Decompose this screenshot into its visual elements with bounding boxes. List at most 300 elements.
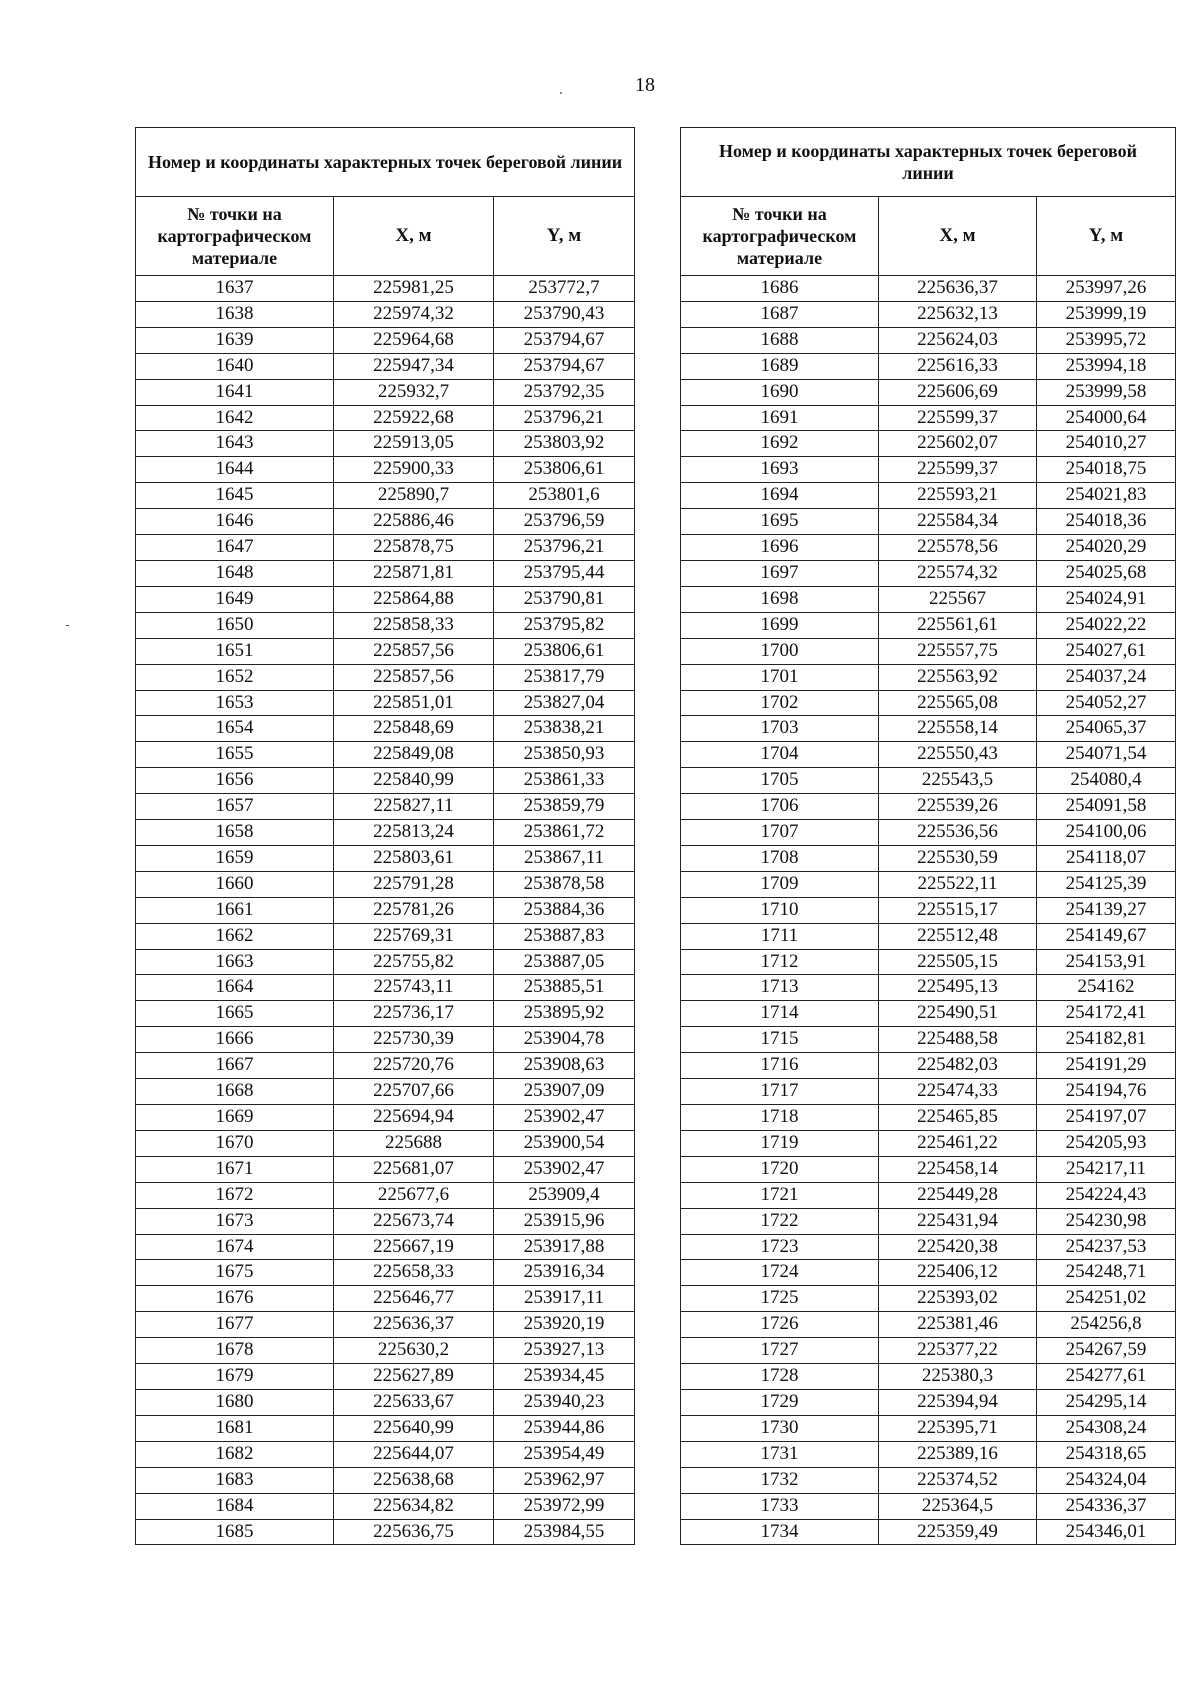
x-coordinate-cell: 225558,14 bbox=[879, 716, 1037, 742]
y-coordinate-cell: 254336,37 bbox=[1037, 1493, 1176, 1519]
table-row bbox=[136, 1493, 635, 1519]
y-coordinate-cell: 254230,98 bbox=[1037, 1208, 1176, 1234]
y-coordinate-cell: 254071,54 bbox=[1037, 742, 1176, 768]
point-number-cell: 1640 bbox=[136, 353, 334, 379]
y-coordinate-cell: 253927,13 bbox=[494, 1338, 635, 1364]
table-row bbox=[136, 664, 635, 690]
point-number-cell: 1695 bbox=[681, 509, 879, 535]
table-row bbox=[681, 1519, 1176, 1545]
table-row bbox=[681, 923, 1176, 949]
y-coordinate-cell: 254256,8 bbox=[1037, 1312, 1176, 1338]
coordinates-table-right bbox=[680, 127, 1176, 1545]
table-row bbox=[681, 1389, 1176, 1415]
table-row bbox=[136, 1208, 635, 1234]
point-number-cell: 1673 bbox=[136, 1208, 334, 1234]
x-coordinate-cell: 225932,7 bbox=[334, 379, 494, 405]
point-number-cell: 1701 bbox=[681, 664, 879, 690]
x-coordinate-cell: 225636,37 bbox=[879, 276, 1037, 302]
table-row bbox=[681, 586, 1176, 612]
y-coordinate-cell: 253900,54 bbox=[494, 1130, 635, 1156]
point-number-cell: 1649 bbox=[136, 586, 334, 612]
table-row bbox=[136, 431, 635, 457]
x-coordinate-cell: 225681,07 bbox=[334, 1156, 494, 1182]
y-coordinate-cell: 253796,59 bbox=[494, 509, 635, 535]
x-coordinate-cell: 225677,6 bbox=[334, 1182, 494, 1208]
x-coordinate-cell: 225638,68 bbox=[334, 1467, 494, 1493]
table-row bbox=[681, 871, 1176, 897]
x-coordinate-cell: 225864,88 bbox=[334, 586, 494, 612]
table-row bbox=[681, 535, 1176, 561]
table-row bbox=[681, 820, 1176, 846]
point-number-cell: 1647 bbox=[136, 535, 334, 561]
point-number-cell: 1675 bbox=[136, 1260, 334, 1286]
y-coordinate-cell: 253817,79 bbox=[494, 664, 635, 690]
x-coordinate-cell: 225849,08 bbox=[334, 742, 494, 768]
point-number-cell: 1711 bbox=[681, 923, 879, 949]
point-number-cell: 1715 bbox=[681, 1027, 879, 1053]
point-number-cell: 1731 bbox=[681, 1441, 879, 1467]
table-caption: Номер и координаты характерных точек береговой линии bbox=[136, 128, 635, 197]
table-body bbox=[136, 276, 635, 1545]
y-coordinate-cell: 253861,72 bbox=[494, 820, 635, 846]
y-coordinate-cell: 254162 bbox=[1037, 975, 1176, 1001]
x-coordinate-cell: 225630,2 bbox=[334, 1338, 494, 1364]
point-number-cell: 1679 bbox=[136, 1364, 334, 1390]
y-coordinate-cell: 254052,27 bbox=[1037, 690, 1176, 716]
y-coordinate-cell: 254251,02 bbox=[1037, 1286, 1176, 1312]
table-row bbox=[681, 1182, 1176, 1208]
y-coordinate-cell: 253885,51 bbox=[494, 975, 635, 1001]
y-coordinate-cell: 253972,99 bbox=[494, 1493, 635, 1519]
table-row bbox=[136, 405, 635, 431]
column-header-x: X, м bbox=[879, 197, 1037, 276]
point-number-cell: 1721 bbox=[681, 1182, 879, 1208]
y-coordinate-cell: 253944,86 bbox=[494, 1415, 635, 1441]
point-number-cell: 1678 bbox=[136, 1338, 334, 1364]
y-coordinate-cell: 253884,36 bbox=[494, 897, 635, 923]
column-header-y: Y, м bbox=[1037, 197, 1176, 276]
point-number-cell: 1698 bbox=[681, 586, 879, 612]
x-coordinate-cell: 225389,16 bbox=[879, 1441, 1037, 1467]
table-row bbox=[681, 1260, 1176, 1286]
point-number-cell: 1732 bbox=[681, 1467, 879, 1493]
table-row bbox=[136, 871, 635, 897]
x-coordinate-cell: 225974,32 bbox=[334, 301, 494, 327]
y-coordinate-cell: 253772,7 bbox=[494, 276, 635, 302]
y-coordinate-cell: 254022,22 bbox=[1037, 612, 1176, 638]
point-number-cell: 1653 bbox=[136, 690, 334, 716]
point-number-cell: 1654 bbox=[136, 716, 334, 742]
y-coordinate-cell: 254010,27 bbox=[1037, 431, 1176, 457]
y-coordinate-cell: 254205,93 bbox=[1037, 1130, 1176, 1156]
table-row bbox=[681, 975, 1176, 1001]
y-coordinate-cell: 253934,45 bbox=[494, 1364, 635, 1390]
y-coordinate-cell: 253795,82 bbox=[494, 612, 635, 638]
y-coordinate-cell: 254000,64 bbox=[1037, 405, 1176, 431]
y-coordinate-cell: 253940,23 bbox=[494, 1389, 635, 1415]
y-coordinate-cell: 253908,63 bbox=[494, 1053, 635, 1079]
x-coordinate-cell: 225688 bbox=[334, 1130, 494, 1156]
point-number-cell: 1661 bbox=[136, 897, 334, 923]
point-number-cell: 1702 bbox=[681, 690, 879, 716]
y-coordinate-cell: 253801,6 bbox=[494, 483, 635, 509]
x-coordinate-cell: 225458,14 bbox=[879, 1156, 1037, 1182]
table-row bbox=[681, 379, 1176, 405]
point-number-cell: 1637 bbox=[136, 276, 334, 302]
table-row bbox=[136, 742, 635, 768]
x-coordinate-cell: 225851,01 bbox=[334, 690, 494, 716]
table-row bbox=[136, 1182, 635, 1208]
x-coordinate-cell: 225827,11 bbox=[334, 794, 494, 820]
point-number-cell: 1667 bbox=[136, 1053, 334, 1079]
table-row bbox=[681, 612, 1176, 638]
point-number-cell: 1652 bbox=[136, 664, 334, 690]
table-row bbox=[136, 1079, 635, 1105]
table-row bbox=[681, 1338, 1176, 1364]
table-row bbox=[136, 1364, 635, 1390]
point-number-cell: 1725 bbox=[681, 1286, 879, 1312]
y-coordinate-cell: 253999,19 bbox=[1037, 301, 1176, 327]
table-row bbox=[136, 690, 635, 716]
x-coordinate-cell: 225886,46 bbox=[334, 509, 494, 535]
point-number-cell: 1676 bbox=[136, 1286, 334, 1312]
table-row bbox=[681, 509, 1176, 535]
table-row bbox=[681, 897, 1176, 923]
table-row bbox=[136, 483, 635, 509]
y-coordinate-cell: 253827,04 bbox=[494, 690, 635, 716]
table-row bbox=[681, 1079, 1176, 1105]
y-coordinate-cell: 254318,65 bbox=[1037, 1441, 1176, 1467]
y-coordinate-cell: 253861,33 bbox=[494, 768, 635, 794]
point-number-cell: 1671 bbox=[136, 1156, 334, 1182]
table-row bbox=[136, 1234, 635, 1260]
y-coordinate-cell: 253904,78 bbox=[494, 1027, 635, 1053]
x-coordinate-cell: 225584,34 bbox=[879, 509, 1037, 535]
y-coordinate-cell: 254191,29 bbox=[1037, 1053, 1176, 1079]
point-number-cell: 1733 bbox=[681, 1493, 879, 1519]
table-row bbox=[681, 1467, 1176, 1493]
x-coordinate-cell: 225364,5 bbox=[879, 1493, 1037, 1519]
y-coordinate-cell: 254224,43 bbox=[1037, 1182, 1176, 1208]
table-row bbox=[136, 1415, 635, 1441]
y-coordinate-cell: 253984,55 bbox=[494, 1519, 635, 1545]
x-coordinate-cell: 225377,22 bbox=[879, 1338, 1037, 1364]
x-coordinate-cell: 225461,22 bbox=[879, 1130, 1037, 1156]
x-coordinate-cell: 225624,03 bbox=[879, 327, 1037, 353]
y-coordinate-cell: 254037,24 bbox=[1037, 664, 1176, 690]
table-row bbox=[136, 353, 635, 379]
y-coordinate-cell: 253792,35 bbox=[494, 379, 635, 405]
x-coordinate-cell: 225515,17 bbox=[879, 897, 1037, 923]
table-row bbox=[681, 353, 1176, 379]
table-row bbox=[136, 1467, 635, 1493]
table-row bbox=[136, 975, 635, 1001]
y-coordinate-cell: 254182,81 bbox=[1037, 1027, 1176, 1053]
table-row bbox=[136, 1312, 635, 1338]
point-number-cell: 1694 bbox=[681, 483, 879, 509]
point-number-cell: 1688 bbox=[681, 327, 879, 353]
point-number-cell: 1646 bbox=[136, 509, 334, 535]
y-coordinate-cell: 254237,53 bbox=[1037, 1234, 1176, 1260]
point-number-cell: 1683 bbox=[136, 1467, 334, 1493]
x-coordinate-cell: 225574,32 bbox=[879, 560, 1037, 586]
point-number-cell: 1690 bbox=[681, 379, 879, 405]
x-coordinate-cell: 225512,48 bbox=[879, 923, 1037, 949]
x-coordinate-cell: 225913,05 bbox=[334, 431, 494, 457]
x-coordinate-cell: 225593,21 bbox=[879, 483, 1037, 509]
x-coordinate-cell: 225694,94 bbox=[334, 1105, 494, 1131]
x-coordinate-cell: 225730,39 bbox=[334, 1027, 494, 1053]
x-coordinate-cell: 225495,13 bbox=[879, 975, 1037, 1001]
y-coordinate-cell: 253794,67 bbox=[494, 327, 635, 353]
x-coordinate-cell: 225858,33 bbox=[334, 612, 494, 638]
y-coordinate-cell: 253790,81 bbox=[494, 586, 635, 612]
x-coordinate-cell: 225871,81 bbox=[334, 560, 494, 586]
y-coordinate-cell: 254065,37 bbox=[1037, 716, 1176, 742]
table-row bbox=[681, 664, 1176, 690]
x-coordinate-cell: 225769,31 bbox=[334, 923, 494, 949]
point-number-cell: 1682 bbox=[136, 1441, 334, 1467]
point-number-cell: 1727 bbox=[681, 1338, 879, 1364]
point-number-cell: 1717 bbox=[681, 1079, 879, 1105]
y-coordinate-cell: 253994,18 bbox=[1037, 353, 1176, 379]
table-row bbox=[136, 1130, 635, 1156]
x-coordinate-cell: 225947,34 bbox=[334, 353, 494, 379]
point-number-cell: 1670 bbox=[136, 1130, 334, 1156]
point-number-cell: 1697 bbox=[681, 560, 879, 586]
y-coordinate-cell: 253962,97 bbox=[494, 1467, 635, 1493]
point-number-cell: 1655 bbox=[136, 742, 334, 768]
table-row bbox=[681, 1493, 1176, 1519]
x-coordinate-cell: 225803,61 bbox=[334, 845, 494, 871]
point-number-cell: 1662 bbox=[136, 923, 334, 949]
table-row bbox=[136, 949, 635, 975]
table-row bbox=[136, 535, 635, 561]
point-number-cell: 1730 bbox=[681, 1415, 879, 1441]
y-coordinate-cell: 254118,07 bbox=[1037, 845, 1176, 871]
point-number-cell: 1666 bbox=[136, 1027, 334, 1053]
point-number-cell: 1699 bbox=[681, 612, 879, 638]
table-row bbox=[136, 794, 635, 820]
point-number-cell: 1658 bbox=[136, 820, 334, 846]
point-number-cell: 1705 bbox=[681, 768, 879, 794]
y-coordinate-cell: 253902,47 bbox=[494, 1156, 635, 1182]
y-coordinate-cell: 254025,68 bbox=[1037, 560, 1176, 586]
y-coordinate-cell: 253917,88 bbox=[494, 1234, 635, 1260]
x-coordinate-cell: 225890,7 bbox=[334, 483, 494, 509]
point-number-cell: 1651 bbox=[136, 638, 334, 664]
y-coordinate-cell: 253997,26 bbox=[1037, 276, 1176, 302]
y-coordinate-cell: 254217,11 bbox=[1037, 1156, 1176, 1182]
y-coordinate-cell: 253887,83 bbox=[494, 923, 635, 949]
x-coordinate-cell: 225474,33 bbox=[879, 1079, 1037, 1105]
y-coordinate-cell: 254153,91 bbox=[1037, 949, 1176, 975]
table-row bbox=[136, 923, 635, 949]
point-number-cell: 1674 bbox=[136, 1234, 334, 1260]
x-coordinate-cell: 225840,99 bbox=[334, 768, 494, 794]
table-row bbox=[681, 1234, 1176, 1260]
y-coordinate-cell: 253878,58 bbox=[494, 871, 635, 897]
x-coordinate-cell: 225616,33 bbox=[879, 353, 1037, 379]
y-coordinate-cell: 253795,44 bbox=[494, 560, 635, 586]
y-coordinate-cell: 254172,41 bbox=[1037, 1001, 1176, 1027]
table-row bbox=[136, 1338, 635, 1364]
point-number-cell: 1641 bbox=[136, 379, 334, 405]
x-coordinate-cell: 225488,58 bbox=[879, 1027, 1037, 1053]
table-row bbox=[136, 586, 635, 612]
y-coordinate-cell: 253796,21 bbox=[494, 405, 635, 431]
y-coordinate-cell: 253907,09 bbox=[494, 1079, 635, 1105]
point-number-cell: 1644 bbox=[136, 457, 334, 483]
x-coordinate-cell: 225640,99 bbox=[334, 1415, 494, 1441]
y-coordinate-cell: 253850,93 bbox=[494, 742, 635, 768]
x-coordinate-cell: 225380,3 bbox=[879, 1364, 1037, 1390]
point-number-cell: 1710 bbox=[681, 897, 879, 923]
table-row bbox=[681, 1208, 1176, 1234]
x-coordinate-cell: 225563,92 bbox=[879, 664, 1037, 690]
table-row bbox=[681, 431, 1176, 457]
x-coordinate-cell: 225720,76 bbox=[334, 1053, 494, 1079]
table-row bbox=[681, 276, 1176, 302]
table-row bbox=[681, 327, 1176, 353]
point-number-cell: 1669 bbox=[136, 1105, 334, 1131]
point-number-cell: 1642 bbox=[136, 405, 334, 431]
x-coordinate-cell: 225465,85 bbox=[879, 1105, 1037, 1131]
table-row bbox=[136, 1260, 635, 1286]
x-coordinate-cell: 225394,94 bbox=[879, 1389, 1037, 1415]
y-coordinate-cell: 254248,71 bbox=[1037, 1260, 1176, 1286]
point-number-cell: 1681 bbox=[136, 1415, 334, 1441]
point-number-cell: 1650 bbox=[136, 612, 334, 638]
y-coordinate-cell: 253916,34 bbox=[494, 1260, 635, 1286]
y-coordinate-cell: 253915,96 bbox=[494, 1208, 635, 1234]
y-coordinate-cell: 254295,14 bbox=[1037, 1389, 1176, 1415]
table-row bbox=[136, 820, 635, 846]
table-row bbox=[681, 560, 1176, 586]
table-row bbox=[681, 1105, 1176, 1131]
x-coordinate-cell: 225922,68 bbox=[334, 405, 494, 431]
point-number-cell: 1704 bbox=[681, 742, 879, 768]
table-row bbox=[136, 1001, 635, 1027]
point-number-cell: 1718 bbox=[681, 1105, 879, 1131]
table-row bbox=[136, 457, 635, 483]
point-number-cell: 1726 bbox=[681, 1312, 879, 1338]
table-row bbox=[681, 1286, 1176, 1312]
x-coordinate-cell: 225636,37 bbox=[334, 1312, 494, 1338]
x-coordinate-cell: 225632,13 bbox=[879, 301, 1037, 327]
point-number-cell: 1734 bbox=[681, 1519, 879, 1545]
y-coordinate-cell: 254018,36 bbox=[1037, 509, 1176, 535]
table-row bbox=[681, 1364, 1176, 1390]
point-number-cell: 1700 bbox=[681, 638, 879, 664]
y-coordinate-cell: 254277,61 bbox=[1037, 1364, 1176, 1390]
point-number-cell: 1645 bbox=[136, 483, 334, 509]
y-coordinate-cell: 253794,67 bbox=[494, 353, 635, 379]
y-coordinate-cell: 254100,06 bbox=[1037, 820, 1176, 846]
y-coordinate-cell: 254194,76 bbox=[1037, 1079, 1176, 1105]
table-row bbox=[681, 301, 1176, 327]
table-row bbox=[136, 379, 635, 405]
column-header-y: Y, м bbox=[494, 197, 635, 276]
y-coordinate-cell: 254018,75 bbox=[1037, 457, 1176, 483]
y-coordinate-cell: 253806,61 bbox=[494, 638, 635, 664]
x-coordinate-cell: 225395,71 bbox=[879, 1415, 1037, 1441]
y-coordinate-cell: 253806,61 bbox=[494, 457, 635, 483]
table-row bbox=[681, 1027, 1176, 1053]
table-row bbox=[681, 1053, 1176, 1079]
point-number-cell: 1692 bbox=[681, 431, 879, 457]
x-coordinate-cell: 225857,56 bbox=[334, 638, 494, 664]
x-coordinate-cell: 225578,56 bbox=[879, 535, 1037, 561]
point-number-cell: 1687 bbox=[681, 301, 879, 327]
x-coordinate-cell: 225505,15 bbox=[879, 949, 1037, 975]
x-coordinate-cell: 225565,08 bbox=[879, 690, 1037, 716]
table-row bbox=[681, 845, 1176, 871]
x-coordinate-cell: 225878,75 bbox=[334, 535, 494, 561]
x-coordinate-cell: 225813,24 bbox=[334, 820, 494, 846]
coordinates-table-left bbox=[135, 127, 635, 1545]
x-coordinate-cell: 225359,49 bbox=[879, 1519, 1037, 1545]
point-number-cell: 1672 bbox=[136, 1182, 334, 1208]
point-number-cell: 1728 bbox=[681, 1364, 879, 1390]
y-coordinate-cell: 253999,58 bbox=[1037, 379, 1176, 405]
point-number-cell: 1689 bbox=[681, 353, 879, 379]
point-number-cell: 1693 bbox=[681, 457, 879, 483]
y-coordinate-cell: 253954,49 bbox=[494, 1441, 635, 1467]
x-coordinate-cell: 225633,67 bbox=[334, 1389, 494, 1415]
point-number-cell: 1724 bbox=[681, 1260, 879, 1286]
table-row bbox=[681, 690, 1176, 716]
table-row bbox=[681, 638, 1176, 664]
table-row bbox=[136, 1389, 635, 1415]
x-coordinate-cell: 225539,26 bbox=[879, 794, 1037, 820]
point-number-cell: 1665 bbox=[136, 1001, 334, 1027]
x-coordinate-cell: 225964,68 bbox=[334, 327, 494, 353]
x-coordinate-cell: 225857,56 bbox=[334, 664, 494, 690]
y-coordinate-cell: 254091,58 bbox=[1037, 794, 1176, 820]
point-number-cell: 1668 bbox=[136, 1079, 334, 1105]
table-row bbox=[136, 560, 635, 586]
point-number-cell: 1722 bbox=[681, 1208, 879, 1234]
point-number-cell: 1685 bbox=[136, 1519, 334, 1545]
point-number-cell: 1707 bbox=[681, 820, 879, 846]
table-row bbox=[136, 1519, 635, 1545]
point-number-cell: 1664 bbox=[136, 975, 334, 1001]
y-coordinate-cell: 253867,11 bbox=[494, 845, 635, 871]
x-coordinate-cell: 225381,46 bbox=[879, 1312, 1037, 1338]
table-row bbox=[136, 301, 635, 327]
table-row bbox=[136, 768, 635, 794]
point-number-cell: 1703 bbox=[681, 716, 879, 742]
x-coordinate-cell: 225420,38 bbox=[879, 1234, 1037, 1260]
x-coordinate-cell: 225602,07 bbox=[879, 431, 1037, 457]
table-row bbox=[136, 716, 635, 742]
table-row bbox=[681, 794, 1176, 820]
y-coordinate-cell: 254308,24 bbox=[1037, 1415, 1176, 1441]
x-coordinate-cell: 225667,19 bbox=[334, 1234, 494, 1260]
x-coordinate-cell: 225374,52 bbox=[879, 1467, 1037, 1493]
table-row bbox=[136, 1105, 635, 1131]
column-header-x: X, м bbox=[334, 197, 494, 276]
x-coordinate-cell: 225848,69 bbox=[334, 716, 494, 742]
table-row bbox=[681, 1156, 1176, 1182]
table-row bbox=[681, 768, 1176, 794]
x-coordinate-cell: 225606,69 bbox=[879, 379, 1037, 405]
x-coordinate-cell: 225646,77 bbox=[334, 1286, 494, 1312]
table-row bbox=[681, 742, 1176, 768]
y-coordinate-cell: 254024,91 bbox=[1037, 586, 1176, 612]
point-number-cell: 1713 bbox=[681, 975, 879, 1001]
